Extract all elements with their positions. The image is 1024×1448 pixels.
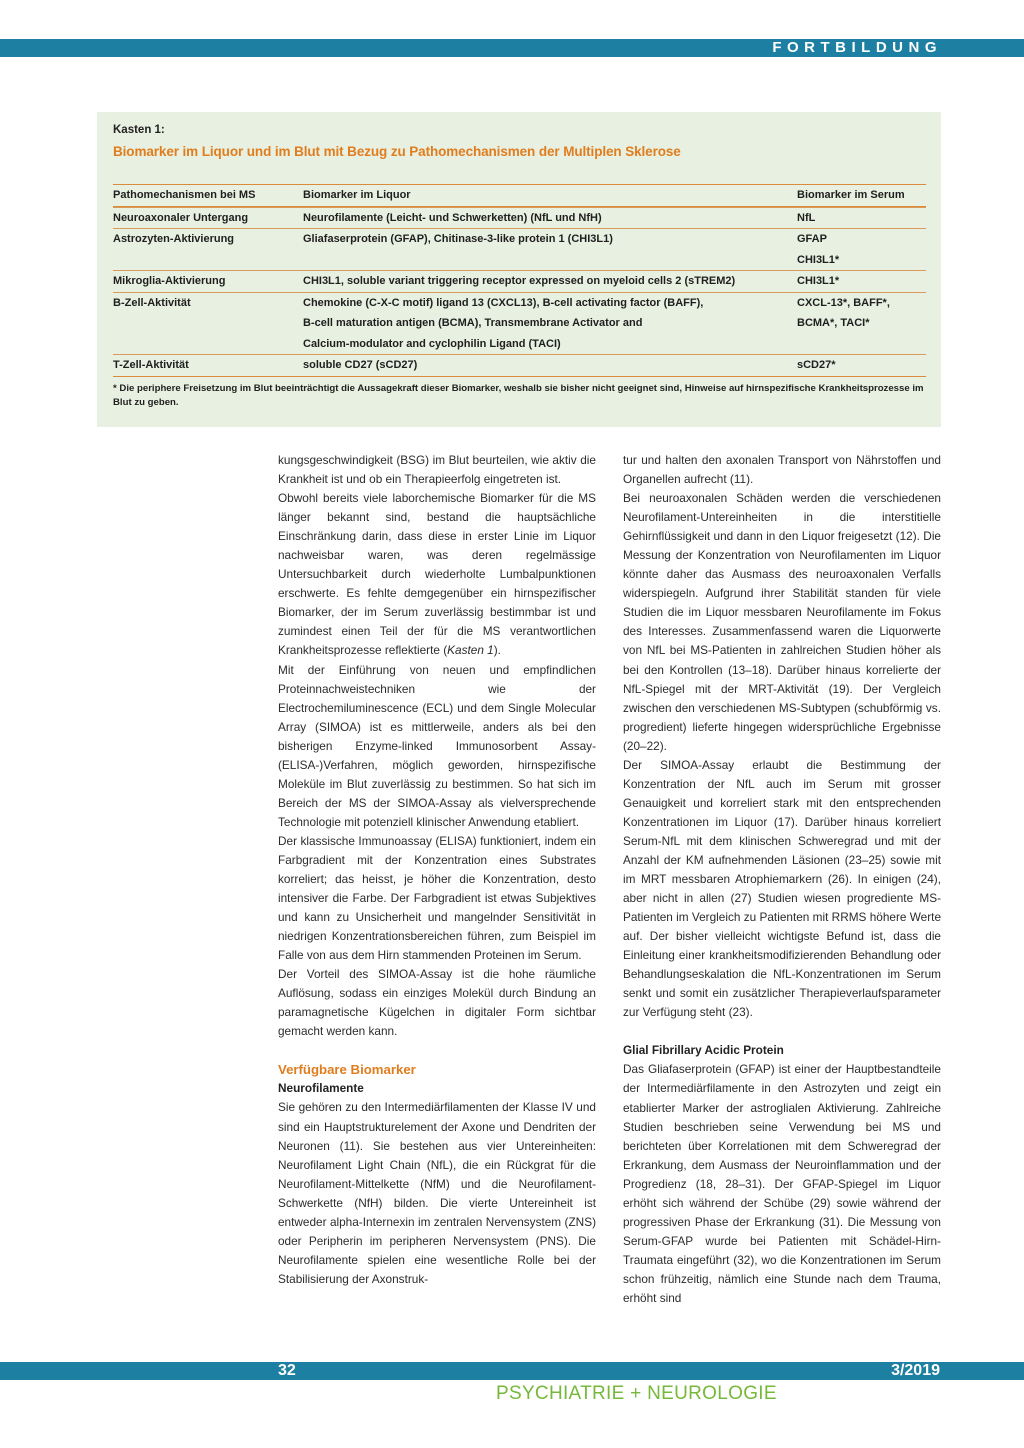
box-reference: Kasten 1	[447, 643, 494, 658]
table-cell: CHI3L1*	[797, 253, 840, 266]
table-cell: T-Zell-Aktivität	[113, 359, 189, 371]
section-label: FORTBILDUNG	[772, 39, 942, 56]
table-row	[113, 270, 926, 292]
table-cell: sCD27*	[797, 359, 836, 371]
paragraph: Bei neuroaxonalen Schäden werden die verschiedenen Neurofilament-Untereinheiten in die interstitielle Gehirnflüssigkeit und dann in den Liquor freigesetzt (12). Die Messung der Konzentration von Neurofilamenten im Liquor könnte daher das Ausmass des neuroaxonalen Verfalls widerspiegeln. Aufgrund ihrer Stabilität standen für viele Studien die im Liquor messbaren Neurofilamente im Fokus des Interesses. Zusammenfassend waren die Liquorwerte von NfL bei MS-Patienten in zahlreichen Studien höher als bei den Kontrollen (13–18). Darüber hinaus korrelierte der NfL-Spiegel mit der MRT-Aktivität (19). Der Vergleich zwischen den verschiedenen MS-Subtypen (schubförmig vs. progredient) lieferte hingegen widersprüchliche Ergebnisse (20–22).	[623, 491, 941, 753]
table-cell: Neurofilamente (Leicht- und Schwerketten) (NfL und NfH)	[303, 211, 602, 224]
table-cell: Gliafaserprotein (GFAP), Chitinase-3-like protein 1 (CHI3L1)	[303, 233, 613, 245]
table-cell: CHI3L1, soluble variant triggering receptor expressed on myeloid cells 2 (sTREM2)	[303, 275, 736, 287]
table-footnote: * Die periphere Freisetzung im Blut beeinträchtigt die Aussagekraft dieser Biomarker, weshalb sie bisher nicht geeignet sind, Hinweise auf hirnspezifische Krankheitsprozesse im Blut zu geben.	[113, 383, 924, 408]
journal-name: PSYCHIATRIE + NEUROLOGIE	[496, 1383, 777, 1404]
box-kicker: Kasten 1:	[113, 124, 165, 136]
table-row	[113, 207, 926, 229]
paragraph: Mit der Einführung von neuen und empfindlichen Proteinnachweistechniken wie der Electrochemiluminescence (ECL) und dem Single Molecular Array (SIMOA) ist es mittlerweile, anders als bei den bisherigen Enzyme-linked Immunosorbent Assay-(ELISA-)Verfahren, möglich geworden, hirnspezifische Moleküle im Blut zuverlässig zu bestimmen. So hat sich im Bereich der MS der SIMOA-Assay als vielversprechende Technologie mit potenziell klinischer Anwendung etabliert.	[278, 662, 596, 829]
paragraph	[278, 489, 596, 660]
table-cell: Astrozyten-Aktivierung	[113, 233, 235, 245]
paragraph: Der klassische Immunoassay (ELISA) funktioniert, indem ein Farbgradient mit der Konzentration eines Substrates korreliert; das heisst, je höher die Konzentration, desto intensiver die Farbe. Der Farbgradient ist etwas Subjektives und kann zu Unsicherheit und mangelnder Sensitivität in niedrigen Konzentrationsbereichen führen, zum Beispiel im Falle von aus dem Hirn stammenden Proteinen im Serum.	[278, 833, 596, 963]
column-header: Pathomechanismen bei MS	[113, 189, 256, 201]
column-header: Biomarker im Serum	[797, 189, 905, 201]
table-cell: Mikroglia-Aktivierung	[113, 275, 226, 287]
footer-bar	[0, 1362, 1024, 1380]
paragraph: Der Vorteil des SIMOA-Assay ist die hohe räumliche Auflösung, sodass ein einziges Molekül durch Bindung an paramagnetische Kügelchen in digitaler Form sichtbar gemacht werden kann.	[278, 967, 596, 1039]
table-header-row	[113, 184, 926, 207]
table-cell: Calcium-modulator and cyclophilin Ligand (TACI)	[303, 337, 561, 350]
info-box	[97, 112, 941, 427]
table-cell: GFAP	[797, 233, 827, 245]
table-cell: B-cell maturation antigen (BCMA), Transmembrane Activator and	[303, 317, 643, 329]
text-column-right	[623, 451, 941, 1308]
column-header: Biomarker im Liquor	[303, 189, 411, 201]
paragraph: Sie gehören zu den Intermediärfilamenten der Klasse IV und sind ein Hauptstrukturelement der Axone und Dendriten der Neuronen (11). Sie bestehen aus vier Untereinheiten: Neurofilament Light Chain (NfL), die ein Rückgrat für die Neurofilament-Mittelkette (NfM) und die Neurofilament-Schwerkette (NfH) bilden. Die vierte Untereinheit ist entweder alpha-Internexin im zentralen Nervensystem (ZNS) oder Peripherin im peripheren Nervensystem (PNS). Die Neurofilamente spielen eine wesentliche Rolle bei der Stabilisierung der Axonstruk-	[278, 1100, 596, 1286]
issue-label: 3/2019	[891, 1362, 940, 1379]
table-row	[113, 292, 926, 355]
section-heading: Verfügbare Biomarker	[278, 1062, 416, 1078]
table-cell: NfL	[797, 211, 816, 224]
paragraph-text: ).	[493, 643, 501, 658]
table-cell: BCMA*, TACI*	[797, 317, 870, 329]
table-cell: CXCL-13*, BAFF*,	[797, 296, 890, 309]
table-row	[113, 228, 926, 270]
paragraph: tur und halten den axonalen Transport von Nährstoffen und Organellen aufrecht (11).	[623, 453, 941, 487]
table-row	[113, 354, 926, 377]
table-cell: soluble CD27 (sCD27)	[303, 359, 418, 371]
subsection-heading: Neurofilamente	[278, 1081, 364, 1096]
table-cell: Neuroaxonaler Untergang	[113, 211, 249, 224]
paragraph: Das Gliafaserprotein (GFAP) ist einer der Hauptbestandteile der Intermediärfilamente in den Astrozyten und zeigt ein etablierter Marker der astroglialen Aktivierung. Zahlreiche Studien beschrieben seine Verwendung bei MS und berichteten über Korrelationen mit dem Schweregrad der Erkrankung, dem Ausmass der Neuroinflammation und der Progredienz (18, 28–31). Der GFAP-Spiegel im Liquor erhöht sich während der Schübe (29) sowie während der progressiven Phase der Erkrankung (31). Die Messung von Serum-GFAP wurde bei Patienten mit Schädel-Hirn-Traumata eingeführt (32), wo die Konzentrationen im Serum schon frühzeitig, nämlich eine Stunde nach dem Trauma, erhöht sind	[623, 1062, 941, 1305]
table-cell: B-Zell-Aktivität	[113, 296, 191, 309]
subsection-heading: Glial Fibrillary Acidic Protein	[623, 1043, 784, 1058]
table-cell: CHI3L1*	[797, 275, 840, 287]
biomarker-table	[113, 184, 926, 377]
text-column-left	[278, 451, 596, 1289]
paragraph: Der SIMOA-Assay erlaubt die Bestimmung der Konzentration der NfL auch im Serum mit grosser Genauigkeit und korreliert stark mit den entsprechenden Konzentrationen im Liquor (17). Darüber hinaus korreliert Serum-NfL mit dem klinischen Schweregrad und mit der Anzahl der KM aufnehmenden Läsionen (23–25) sowie mit im MRT messbaren Atrophiemarkern (26). In einigen (24), aber nicht in allen (27) Studien wiesen progrediente MS-Patienten im Vergleich zu Patienten mit RRMS höhere Werte auf. Der bisher vielleicht wichtigste Befund ist, dass die Einleitung einer krankheitsmodifizierenden Behandlung oder Behandlungseskalation die NfL-Konzentrationen im Serum senkt und somit ein zusätzlicher Therapieverlaufsparameter zur Verfügung steht (23).	[623, 757, 941, 1020]
section-header-bar	[0, 39, 1024, 57]
paragraph: kungsgeschwindigkeit (BSG) im Blut beurteilen, wie aktiv die Krankheit ist und ob ein Therapieerfolg eingetreten ist.	[278, 453, 596, 487]
table-cell: Chemokine (C-X-C motif) ligand 13 (CXCL13), B-cell activating factor (BAFF),	[303, 296, 704, 309]
paragraph-text: Obwohl bereits viele laborchemische Biomarker für die MS länger bekannt sind, bestand die hauptsächliche Einschränkung darin, dass diese in erster Linie im Liquor nachweisbar waren, was deren regelmässige Untersuchbarkeit durch wiederholte Lumbalpunktionen erschwerte. Es fehlte demgegenüber ein hirnspezifischer Biomarker, der im Serum zuverlässig bestimmbar ist und zumindest einen Teil der für die MS verantwortlichen Krankheitsprozesse reflektierte (	[278, 491, 596, 658]
page-number: 32	[278, 1362, 296, 1379]
box-title: Biomarker im Liquor und im Blut mit Bezug zu Pathomechanismen der Multiplen Sklerose	[113, 144, 681, 159]
